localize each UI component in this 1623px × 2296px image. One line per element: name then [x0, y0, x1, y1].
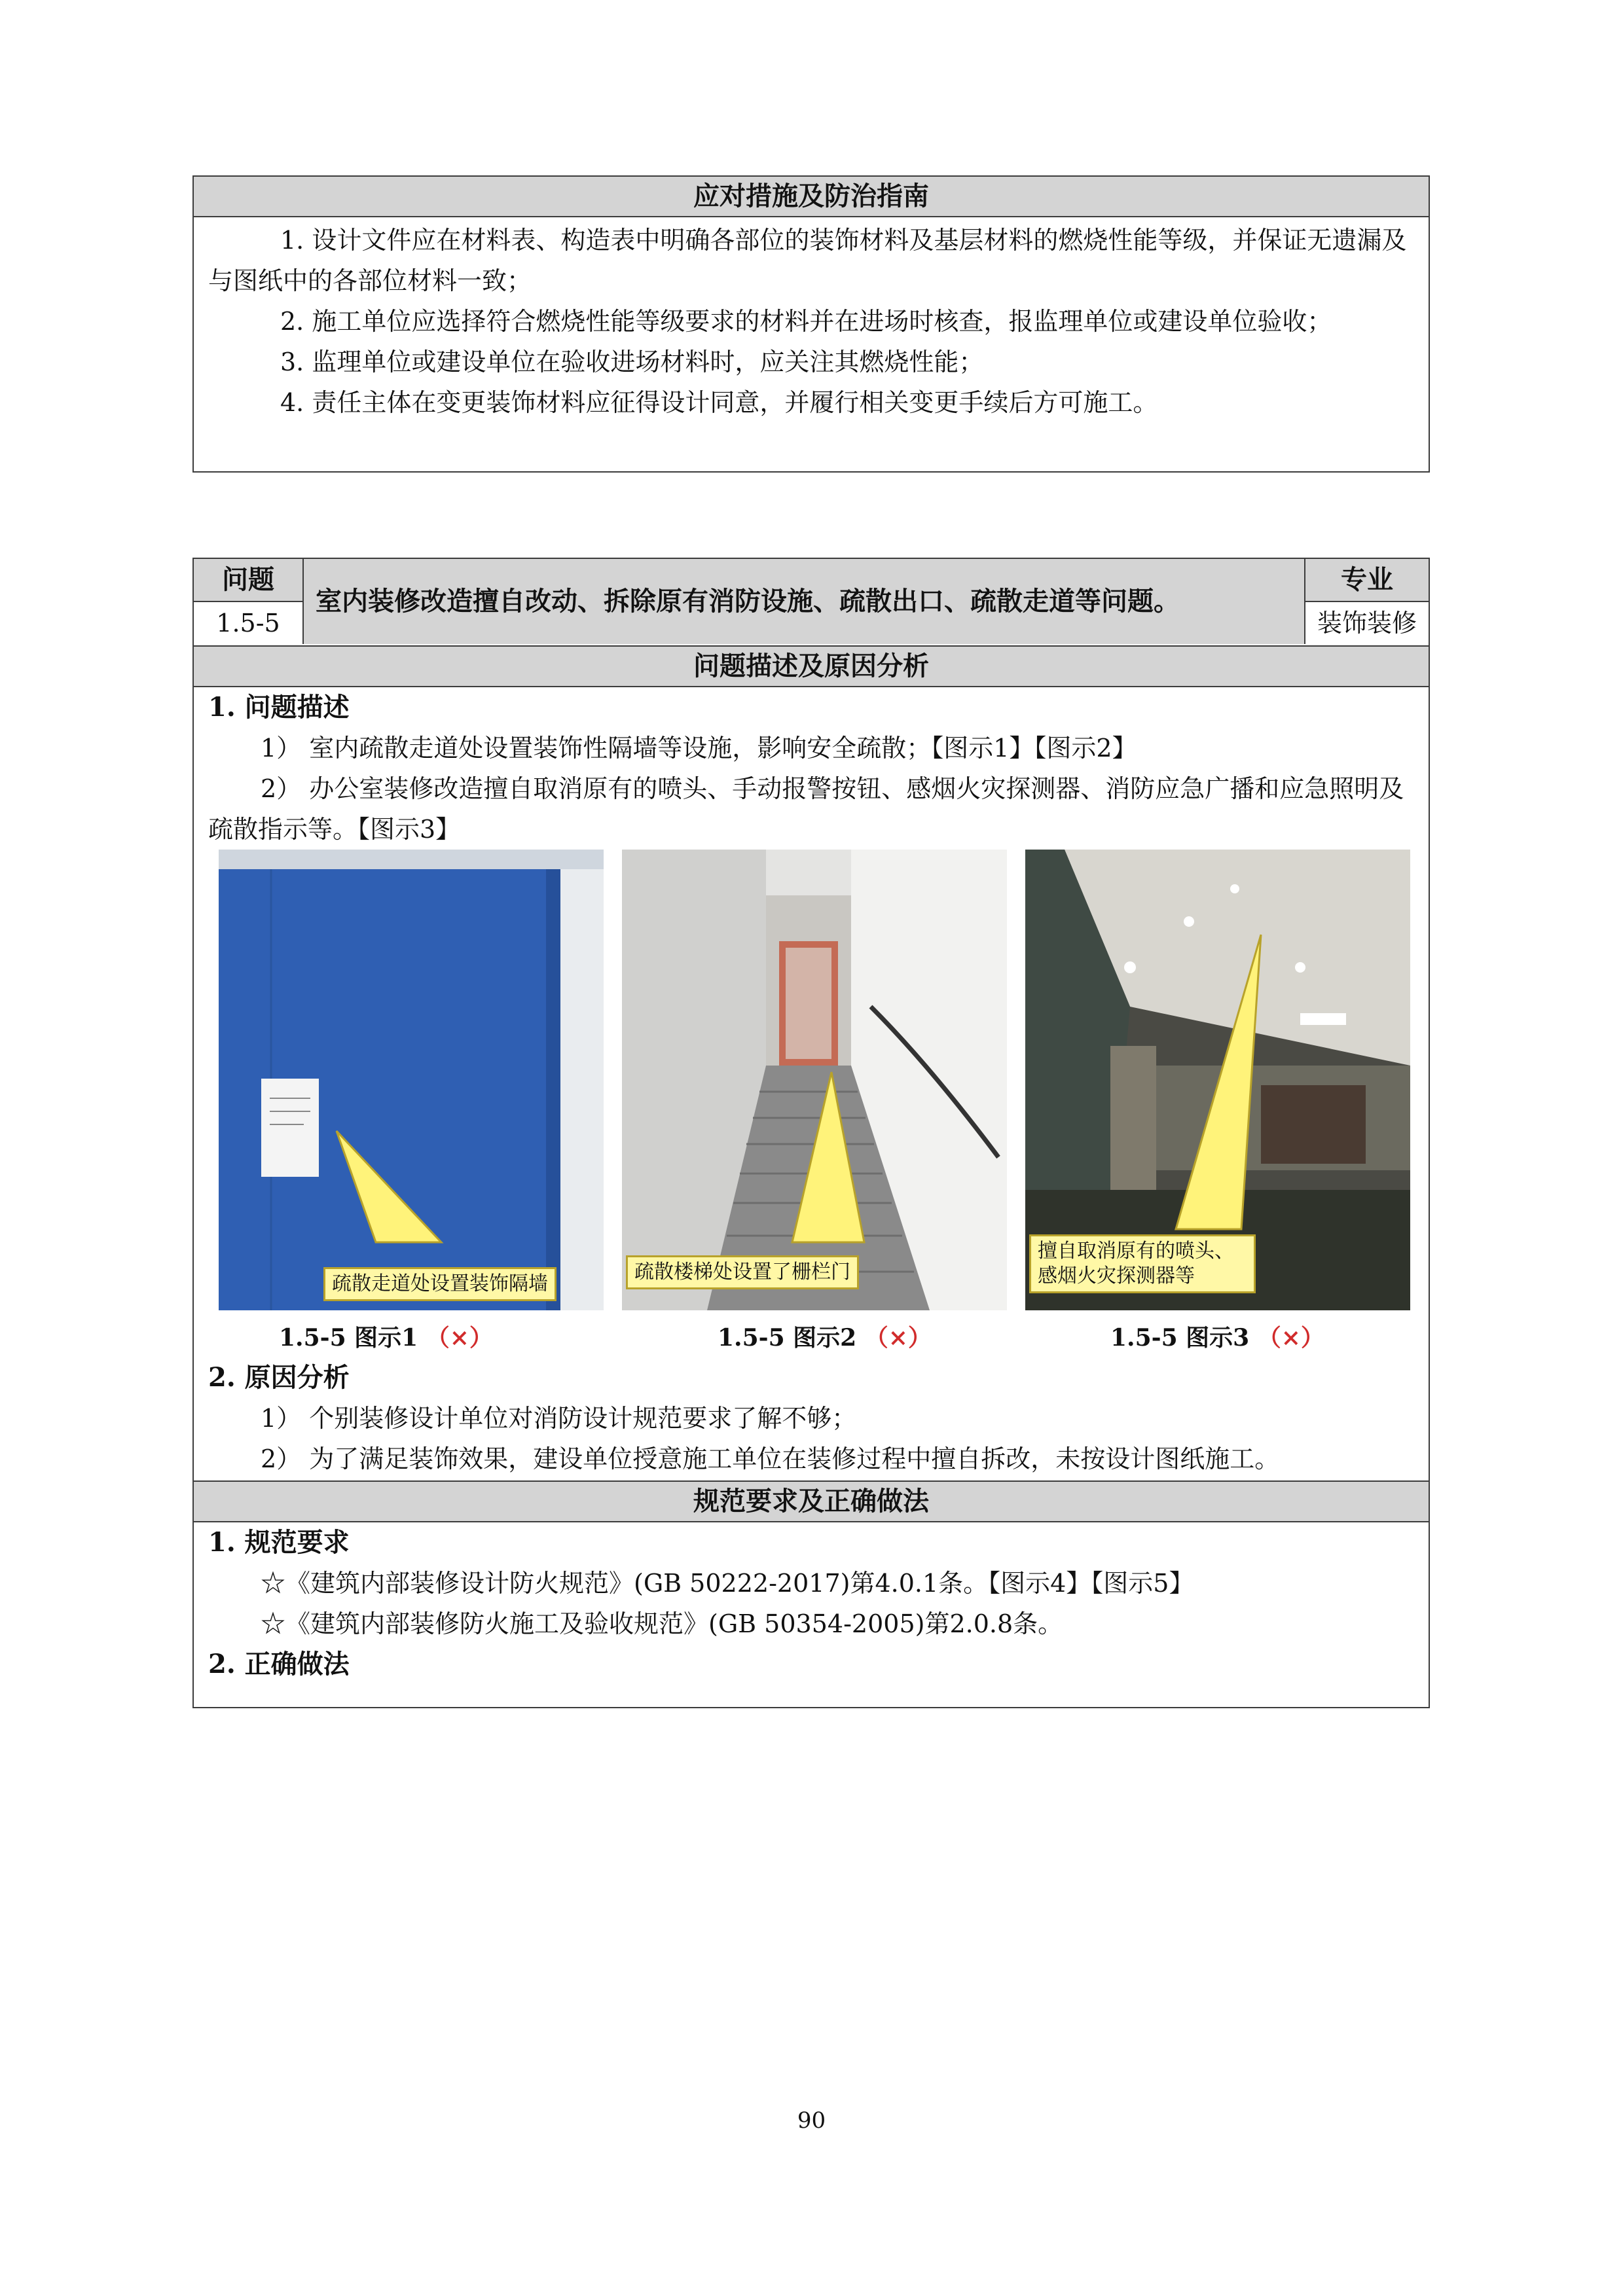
figure-label-2: 1.5-5 图示2 — [718, 1324, 857, 1352]
cross-mark-2: （×） — [864, 1324, 932, 1352]
photo-stair-gate — [622, 850, 1007, 1310]
page-number: 90 — [797, 2108, 826, 2134]
guide-box — [192, 175, 1430, 473]
desc-item-1: 1） 室内疏散走道处设置装饰性隔墙等设施，影响安全疏散；【图示1】【图示2】 — [261, 734, 1137, 762]
desc-heading: 1. 问题描述 — [208, 692, 350, 723]
norm-item-2: ☆《建筑内部装修防火施工及验收规范》(GB 50354-2005)第2.0.8条。 — [261, 1609, 1063, 1638]
guide-item-3: 3. 监理单位或建设单位在验收进场材料时，应关注其燃烧性能； — [280, 348, 984, 376]
figure-label-1: 1.5-5 图示1 — [279, 1324, 418, 1352]
major-label: 专业 — [1305, 559, 1429, 602]
figure-caption-2 — [718, 1321, 932, 1355]
guide-item-4: 4. 责任主体在变更装饰材料应征得设计同意，并履行相关变更手续后方可施工。 — [280, 388, 1158, 417]
cause-heading: 2. 原因分析 — [208, 1362, 350, 1393]
guide-heading: 应对措施及防治指南 — [194, 177, 1429, 217]
cause-item-1: 1） 个别装修设计单位对消防设计规范要求了解不够； — [261, 1404, 857, 1433]
cross-mark-3: （×） — [1257, 1324, 1324, 1352]
issue-box — [192, 558, 1430, 1708]
figure-label-3: 1.5-5 图示3 — [1110, 1324, 1250, 1352]
cross-mark-1: （×） — [426, 1324, 493, 1352]
issue-title: 室内装修改造擅自改动、拆除原有消防设施、疏散出口、疏散走道等问题。 — [304, 559, 1305, 644]
issue-header-row — [194, 559, 1429, 647]
guide-item-1: 1. 设计文件应在材料表、构造表中明确各部位的装饰材料及基层材料的燃烧性能等级，并保证无遗漏及与图纸中的各部位材料一致； — [208, 226, 1407, 295]
photo-caption-3: 擅自取消原有的喷头、感烟火灾探测器等 — [1029, 1234, 1256, 1293]
photo-caption-1: 疏散走道处设置装饰隔墙 — [323, 1267, 556, 1301]
analysis-section-heading: 问题描述及原因分析 — [194, 647, 1429, 687]
figure-caption-1 — [279, 1321, 493, 1355]
norm-item-1: ☆《建筑内部装修设计防火规范》(GB 50222-2017)第4.0.1条。【图示4】【图示5】 — [261, 1569, 1194, 1598]
figure-caption-3 — [1110, 1321, 1324, 1355]
photo-partition-wall — [219, 850, 604, 1310]
norms-section-heading: 规范要求及正确做法 — [194, 1482, 1429, 1522]
desc-item-2: 2） 办公室装修改造擅自取消原有的喷头、手动报警按钮、感烟火灾探测器、消防应急广播和应急照明及疏散指示等。【图示3】 — [208, 774, 1404, 844]
correct-heading: 2. 正确做法 — [208, 1649, 350, 1679]
issue-code: 1.5-5 — [216, 609, 280, 637]
problem-label: 问题 — [194, 559, 302, 602]
guide-item-2: 2. 施工单位应选择符合燃烧性能等级要求的材料并在进场时核查，报监理单位或建设单位验收； — [280, 307, 1332, 336]
major-value: 装饰装修 — [1317, 609, 1417, 637]
figure-captions — [194, 1321, 1429, 1357]
major-cell — [1305, 559, 1429, 644]
issue-code-cell — [194, 559, 304, 644]
photo-row — [194, 850, 1429, 1321]
cause-item-2: 2） 为了满足装饰效果，建设单位授意施工单位在装修过程中擅自拆改，未按设计图纸施工。 — [194, 1439, 1429, 1482]
photo-caption-2: 疏散楼梯处设置了栅栏门 — [626, 1255, 859, 1289]
norm-heading: 1. 规范要求 — [208, 1527, 350, 1558]
photo-office-ceiling — [1025, 850, 1410, 1310]
